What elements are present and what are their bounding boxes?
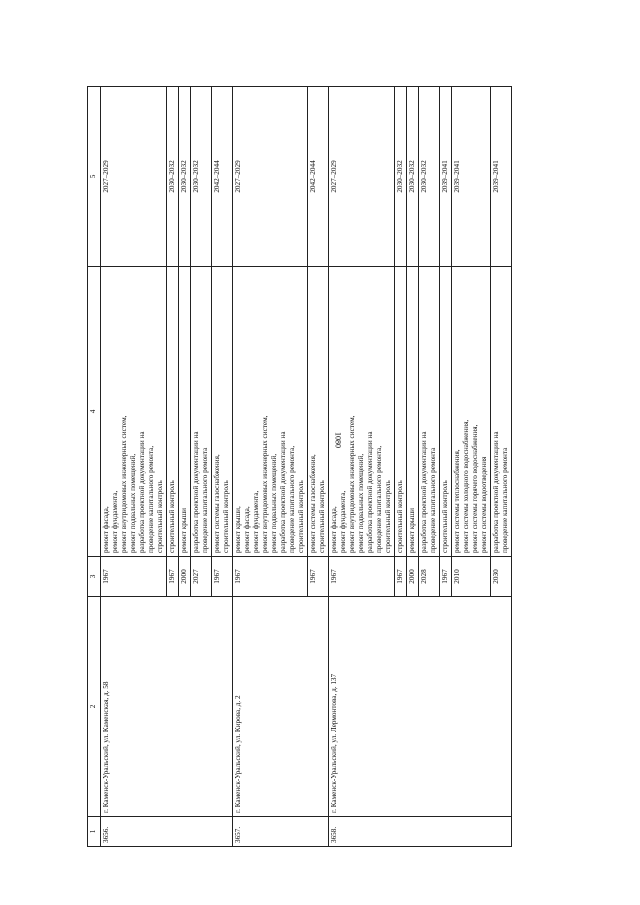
work-line: проведение капитального ремонта,	[147, 445, 155, 553]
works-cell	[179, 267, 191, 557]
period-cell: 2027–2029	[233, 87, 308, 267]
work-line: ремонт подвальных помещений,	[270, 453, 278, 553]
work-line: ремонт системы газоснабжения,	[309, 454, 317, 553]
work-line: строительный контроль	[318, 480, 326, 553]
year-cell: 2010	[452, 557, 491, 597]
period-cell: 2030–2032	[419, 87, 440, 267]
row-number: 3658.	[329, 817, 512, 847]
header-row	[88, 87, 101, 847]
row-number: 3656.	[101, 817, 233, 847]
work-line: ремонт крыши,	[234, 506, 242, 553]
period-cell: 2030–2032	[407, 87, 419, 267]
works-cell	[191, 267, 212, 557]
building-address: г. Каменск-Уральский, ул. Кирова, д. 2	[233, 597, 329, 817]
period-cell: 2030–2032	[167, 87, 179, 267]
year-cell: 1967	[167, 557, 179, 597]
works-cell	[167, 267, 179, 557]
work-line: разработка проектной документации на	[279, 431, 287, 553]
year-cell: 1967	[308, 557, 329, 597]
table-row	[329, 87, 395, 847]
work-line: проведение капитального ремонта	[429, 447, 437, 553]
work-line: ремонт системы теплоснабжения,	[453, 449, 461, 553]
row-number: 3657.	[233, 817, 329, 847]
work-line: разработка проектной документации на	[420, 431, 428, 553]
works-cell	[419, 267, 440, 557]
table-row	[101, 87, 167, 847]
work-line: ремонт фундамента,	[339, 490, 347, 553]
work-line: ремонт фундамента,	[111, 490, 119, 553]
year-cell: 2000	[179, 557, 191, 597]
period-cell: 2039–2041	[440, 87, 452, 267]
work-line: ремонт крыши	[180, 507, 188, 553]
work-line: разработка проектной документации на	[366, 431, 374, 553]
work-line: ремонт фасада,	[243, 506, 251, 553]
period-cell: 2039–2041	[491, 87, 512, 267]
work-line: строительный контроль	[384, 480, 392, 553]
period-cell: 2042–2044	[308, 87, 329, 267]
table-row	[233, 87, 308, 847]
work-line: строительный контроль	[156, 480, 164, 553]
year-cell: 2028	[419, 557, 440, 597]
works-cell	[308, 267, 329, 557]
works-cell	[395, 267, 407, 557]
work-line: ремонт системы газоснабжения,	[213, 454, 221, 553]
work-line: ремонт фасада,	[330, 506, 338, 553]
period-cell: 2030–2032	[191, 87, 212, 267]
year-cell: 2000	[407, 557, 419, 597]
column-header: 4	[88, 267, 101, 557]
year-cell: 2027	[191, 557, 212, 597]
period-cell: 2027–2029	[101, 87, 167, 267]
year-cell: 1967	[329, 557, 395, 597]
repair-schedule-table	[87, 86, 512, 847]
works-cell	[491, 267, 512, 557]
works-cell	[407, 267, 419, 557]
year-cell: 1967	[212, 557, 233, 597]
work-line: разработка проектной документации на	[492, 431, 500, 553]
period-cell: 2042–2044	[212, 87, 233, 267]
work-line: строительный контроль	[396, 480, 404, 553]
works-cell	[440, 267, 452, 557]
work-line: ремонт системы горячего водоснабжения,	[471, 424, 479, 553]
work-line: строительный контроль	[297, 480, 305, 553]
work-line: строительный контроль	[441, 480, 449, 553]
column-header: 1	[88, 817, 101, 847]
work-line: ремонт внутридомовых инженерных систем,	[120, 415, 128, 553]
rotated-table-frame	[87, 87, 607, 847]
work-line: ремонт внутридомовых инженерных систем,	[348, 415, 356, 553]
period-cell: 2027–2029	[329, 87, 395, 267]
works-cell	[233, 267, 308, 557]
work-line: ремонт системы водоотведения	[480, 456, 488, 553]
work-line: разработка проектной документации на	[192, 431, 200, 553]
work-line: ремонт системы холодного водоснабжения,	[462, 419, 470, 553]
work-line: ремонт фасада,	[102, 506, 110, 553]
year-cell: 2030	[491, 557, 512, 597]
period-cell: 2039–2041	[452, 87, 491, 267]
works-cell	[212, 267, 233, 557]
year-cell: 1967	[233, 557, 308, 597]
work-line: строительный контроль	[168, 480, 176, 553]
column-header: 5	[88, 87, 101, 267]
works-cell	[101, 267, 167, 557]
building-address: г. Каменск-Уральский, ул. Каменская, д. 58	[101, 597, 233, 817]
work-line: ремонт фундамента,	[252, 490, 260, 553]
building-address: г. Каменск-Уральский, ул. Лермонтова, д. 137	[329, 597, 512, 817]
column-header: 2	[88, 597, 101, 817]
table-body	[101, 87, 512, 847]
work-line: проведение капитального ремонта	[501, 447, 509, 553]
work-line: ремонт крыши	[408, 507, 416, 553]
year-cell: 1967	[101, 557, 167, 597]
work-line: ремонт подвальных помещений,	[129, 453, 137, 553]
page-number: 1080	[333, 432, 343, 448]
work-line: строительный контроль	[222, 480, 230, 553]
year-cell: 1967	[440, 557, 452, 597]
work-line: проведение капитального ремонта,	[375, 445, 383, 553]
work-line: разработка проектной документации на	[138, 431, 146, 553]
work-line: проведение капитального ремонта,	[288, 445, 296, 553]
work-line: проведение капитального ремонта	[201, 447, 209, 553]
works-cell	[329, 267, 395, 557]
period-cell: 2030–2032	[179, 87, 191, 267]
column-header: 3	[88, 557, 101, 597]
work-line: ремонт подвальных помещений,	[357, 453, 365, 553]
work-line: ремонт внутридомовых инженерных систем,	[261, 415, 269, 553]
period-cell: 2030–2032	[395, 87, 407, 267]
works-cell	[452, 267, 491, 557]
year-cell: 1967	[395, 557, 407, 597]
